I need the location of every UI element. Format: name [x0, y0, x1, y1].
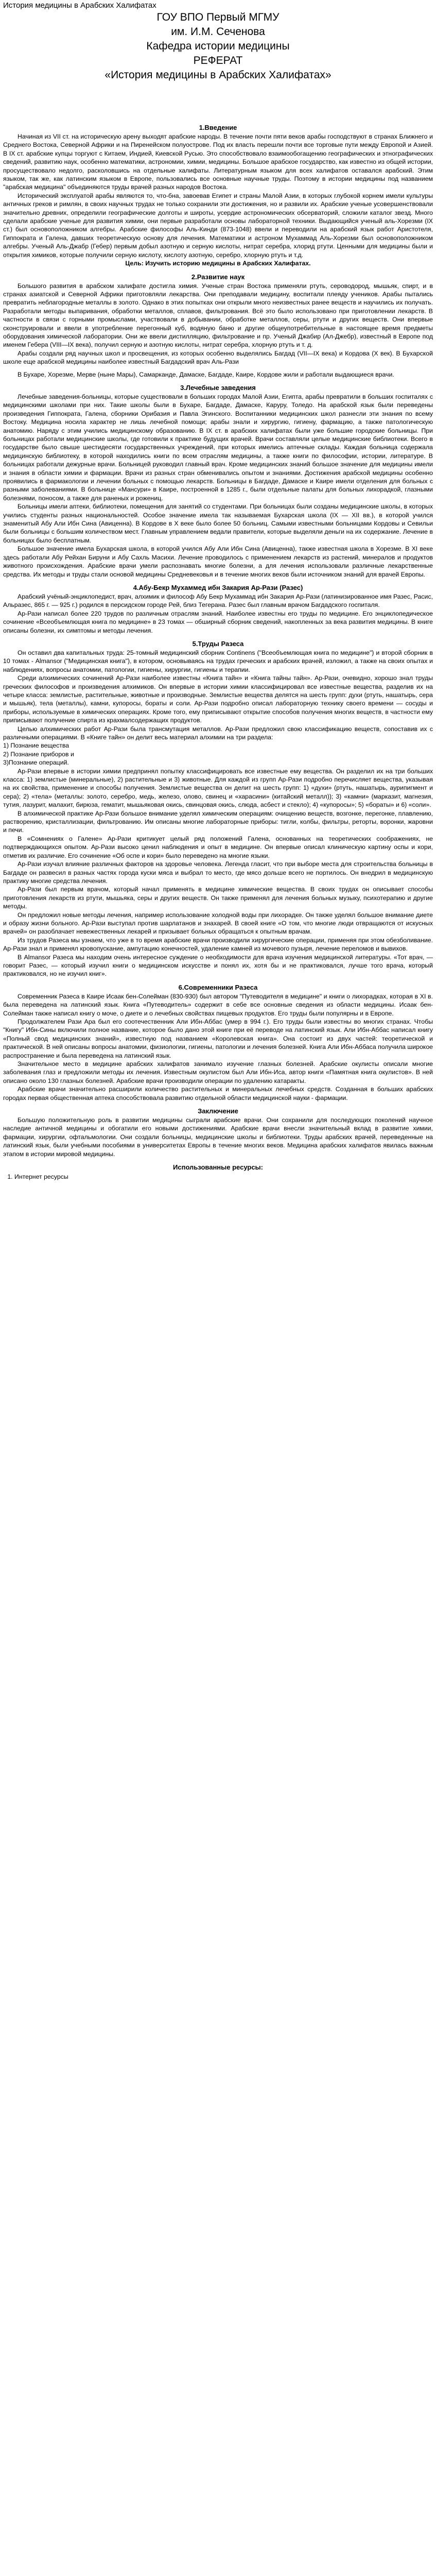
paragraph: Продолжателем Рази Ара был его соотечественник Али Ибн-Аббас (умер в 994 г.). Его труды были известны во многих странах. Чтобы "Книгу" Ибн-Сины включили полное название, которое было дано этой книге при её переводе на латинский язык. Али Ибн-Аббас написал книгу «Полный свод медицинских знаний», известную под названием «Королевская книга». Она состоит из двух частей: теоретической и практической. В ней описаны вопросы анатомии, физиологии, гигиены, патологии и лечения болезней. Книга Али Ибн-Аббаса получила широкое распространение и была переведена на латинский язык.: [3, 1018, 433, 1059]
document-type: РЕФЕРАТ: [193, 55, 243, 66]
gap: [3, 366, 433, 370]
section-heading-references: Использованные ресурсы:: [173, 1163, 263, 1172]
paragraph: Ар-Рази изучал влияние различных факторов на здоровье человека. Легенда гласит, что при выборе места для строительства больницы в Багдаде он развесил в разных частях города куски мяса и выбрал то место, где мясо дольше всего не портилось. Он внедрил в медицинскую практику многие средства лечения.: [3, 860, 433, 885]
paragraph: Целью алхимических работ Ар-Рази была трансмутация металлов. Ар-Рази предложил свою классификацию веществ, сопоставив их с различными операциями. В «Книге тайн» он делит весь материал алхимии на три раздела:: [3, 725, 433, 741]
paragraph: Он оставил два капитальных труда: 25-томный медицинский сборник Continens ("Всеобъемлющая книга по медицине") и второй сборник в 10 томах - Almansor ("Медицинская книга"), в котором, основываясь на трудах греческих и арабских врачей, изложил, а также на своих опытах и наблюдениях, вопросы анатомии, патологии, гигиены, хирургии, гигиены и терапии.: [3, 649, 433, 673]
named-after: им. И.М. Сеченова: [171, 26, 265, 38]
paragraph: Ар-Рази написал более 220 трудов по различным отраслям знаний. Наиболее известны его труды по медицине. Его энциклопедическое сочинение «Всеобъемлющая книга по медицине» в 23 томах — обширный сборник сведений, накопленных за века развития медицины. В книге описаны болезни, их симптомы и методы лечения.: [3, 609, 433, 634]
paragraph: Лечебные заведения-больницы, которые существовали в больших городах Малой Азии, Египта, арабы превратили в больших госпиталях с медицинскими школами при них. Такие школы были в Бухаре, Багдаде, Дамаске, Каруру, Толедо. На арабской язык были переведены произведения Гиппократа, Галена, сборники Орибазия и Павла Эгинского. Воспитанники медицинских школ разнесли эти знания по всему Востоку. Медицина носила характер не лишь лечебной помощи; арабы знали и хирургию, гигиену, фармацию, а также патологическую анатомию. Наряду с этим учились медицинскому образованию. В IX ст. в арабских халифатах были уже большие городские больницы. При больницах работали медицинские школы, где готовили к практике будущих врачей. Врачи составляли целые медицинские библиотеки. Всего в государстве было свыше шестидесяти государственных учреждений, при которых имелись аптечные склады. Каждая больница содержала медицинскую библиотеку, в которой находились книги по всем отраслям медицины, а также книги по философии, истории, литературе. В больницах работали дежурные врачи. Больницей руководил главный врач. Кроме медицинских знаний большое значение для медицины имели и знания в области химии и фармации. Врачи из разных стран обменивались опытом и знаниями. Достижения арабской медицины особенно проявились в фармакологии и лечении больных с помощью лекарств. Больницы в Багдаде, Дамаске и Каире имели отделения для больных с разными заболеваниями. В больнице «Мансури» в Каире, построенной в 1285 г., были отдельные палаты для больных лихорадкой, глазными болезнями, поносом, а также для раненых и рожениц.: [3, 393, 433, 502]
paragraph: Ар-Рази впервые в истории химии предпринял попытку классифицировать все известные ему вещества. Он разделил их на три больших класса: 1) землистые (минеральные), 2) растительные и 3) животные. Для каждой из групп Ар-Рази подробно перечисляет вещества, указывая на их свойства, применение и способы получения. Землистые вещества он делит на шесть групп: 1) «духи» (ртуть, нашатырь, аурипигмент и сера); 2) «тела» (металлы: золото, серебро, медь, железо, олово, свинец и «харасини» (китайский металл)); 3) «камни» (марказит, магнезия, тутия, лазурит, малахит, бирюза, гематит, мышьяковая окись, свинцовая окись, слюда, асбест и стекло); 4) «купоросы»; 5) «бораты» и 6) «соли».: [3, 767, 433, 809]
paragraph: Больницы имели аптеки, библиотеки, помещения для занятий со студентами. При больницах были созданы медицинские школы, в которых учились студенты разных национальностей. Особое значение имела так называемая Бухарская школа (IX — XII вв.), в которой учился знаменитый Абу Али Ибн Сина (Авиценна). В Кордове в X веке было более 50 больниц. Самыми известными больницами Кордовы и Севильи были больницы с большим количеством мест. Главным управлением ведали правители, которые выделяли деньги на их содержание. Лечение в больницах было бесплатным.: [3, 503, 433, 544]
paragraph: В алхимической практике Ар-Рази большое внимание уделял химическим операциям: очищению веществ, возгонке, перегонке, плавлению, растворению, кристаллизации, фильтрованию. Им описаны многие лабораторные приборы: тигли, колбы, фильтры, реторты, воронки, жаровни и печи.: [3, 809, 433, 834]
paragraph: Большого развития в арабском халифате достигла химия. Ученые стран Востока применяли ртуть, сероводород, мышьяк, спирт, и в странах азиатской и Северной Африки приготовляли лекарства. Они преподавали медицину, воспитали плеяду учеников. Арабы пытались превратить неблагородные металлы в золото. Однако в этих попытках они открыли много неизвестных ранее веществ и научились их получать. Разработали методы выпаривания, обработки металлов, сплавов, фильтрования. Всё это было использовано при приготовлении лекарств. В частности в связи с горными промыслами, участвовали в добывании, обработке металлов, серы, ртути и других веществ. Они впервые сконструировали и ввели в употребление перегонный куб, водяную баню и другие общеупотребительные в настоящее время предметы оборудования химической лаборатории. Они же ввели дистилляцию, фильтрование и пр. Ученый Джабир (Ал-Джебр), известный в Европе под именем Гебера (VIII—IX века), получил серную и азотную кислоты, нитрат серебра, хлорную ртуть и т. д.: [3, 282, 433, 349]
paragraph: В «Сомнениях о Галене» Ар-Рази критикует целый ряд положений Галена, основанных на теоретических соображениях, не подтверждающихся опытом. Ар-Рази высоко ценил наблюдения и опыт в медицине. Он впервые описал клиническую картину оспы и кори, отметив их различие. Его сочинение «Об оспе и кори» было переведено на многие языки.: [3, 835, 433, 859]
references-list: [3, 1173, 433, 1180]
section-heading-conclusion: Заключение: [198, 1107, 238, 1115]
paragraph: Значительное место в медицине арабских халифатов занимало изучение глазных болезней. Арабские окулисты описали многие заболевания глаз и предложили методы их лечения. Известным окулистом был Али Ибн-Иса, автор книги «Памятная книга окулистов». В ней описано около 130 глазных болезней. Арабские врачи производили операции по удалению катаракты.: [3, 1060, 433, 1084]
list-item: 1) Познание вещества: [3, 742, 69, 750]
paragraph: Большую положительную роль в развитии медицины сыграли арабские врачи. Они сохранили для последующих поколений научное наследие античной медицины и обогатили его новыми достижениями. Арабские врачи внесли значительный вклад в развитие химии, фармации, хирургии, офтальмологии. Они создали больницы, медицинские школы и библиотеки. Труды арабских врачей, переведенные на латинский язык, были учебными пособиями в университетах Европы в течение многих веков. Медицина арабских халифатов явилась важным этапом в истории мировой медицины.: [3, 1116, 433, 1158]
section-heading-contemporaries: 6.Современники Разеса: [178, 983, 258, 991]
paragraph: Он предложил новые методы лечения, например использование холодной воды при лихорадке. Он также уделял большое внимание диете и образу жизни больного. Ар-Рази выступал против шарлатанов и знахарей. В своей книге «О том, что многие люди отвращаются от искусных врачей» он разоблачает невежественных лекарей и призывает больных обращаться к опытным врачам.: [3, 911, 433, 936]
list-item: 3)Познание операций.: [3, 759, 69, 767]
section-heading-razes: 4.Абу-Бекр Мухаммед ибн Закария Ар-Рази (Разес): [133, 583, 303, 591]
department-name: Кафедра истории медицины: [146, 40, 290, 52]
section-heading-razes-works: 5.Труды Разеса: [192, 639, 244, 648]
purpose-statement: Цель: Изучить историю медицины в Арабских Халифатах.: [125, 260, 311, 267]
list-item: 2) Познание приборов и: [3, 750, 74, 758]
document-topic: «История медицины в Арабских Халифатах»: [104, 69, 332, 81]
paragraph: Современник Разеса в Каире Исаак бен-Солейман (830-930) был автором "Путеводителя в медицине" и книги о лихорадках, которая в XI в. была переведена на латинский язык. Книга «Путеводитель» содержит в себе все основные сведения из области медицины. Исаак бен-Солейман также написал книгу о моче, о диете и о лечебных свойствах пищевых продуктов. Его труды были популярны и в Европе.: [3, 992, 433, 1017]
paragraph: В Almansor Разеса мы находим очень интересное суждение о необходимости для врача изучения медицинской литературы. «Тот врач, — говорит Разес, — который изучил книги о медицинском искусстве и понял их, хотя бы и не практиковался, лучше того врача, который практиковался, но не изучил книг».: [3, 953, 433, 978]
section-heading-hospitals: 3.Лечебные заведения: [180, 383, 256, 392]
paragraph: Арабский учёный-энциклопедист, врач, алхимик и философ Абу Бекр Мухаммад ибн Закария Ар-Рази (латинизированное имя Разес, Расис, Альразес, 865 г. — 925 г.) родился в персидском городе Рей, близ Тегерана. Разес был главным врачом Багдадского госпиталя.: [3, 592, 433, 609]
spacer: [3, 82, 433, 118]
paragraph: Из трудов Разеса мы узнаем, что уже в то время арабские врачи производили хирургические операции, применяя при этом обезболивание. Ар-Рази знал и применял кровопускание, ампутацию конечностей, удаление камней из мочевого пузыря, лечение переломов и вывихов.: [3, 936, 433, 953]
section-heading-intro: 1.Введение: [199, 124, 237, 131]
paragraph: Среди алхимических сочинений Ар-Рази наиболее известны «Книга тайн» и «Книга тайны тайн». Ар-Рази, очевидно, хорошо знал труды греческих философов и произведения алхимиков. Он впервые в истории химии классифицировал все известные вещества, разделив их на четыре класса: землистые, растительные, животные и производные. Землистые вещества делятся на шесть групп: духи (ртуть, нашатырь, сера и мышьяк), тела (металлы), камни, купоросы, бораты и соли. Ар-Рази подробно описал лабораторную технику своего времени — сосуды и приборы, используемые в химических операциях. Кроме того, ему приписывают открытие способов получения многих веществ, в частности ему приписывают получение спирта из крахмалсодержащих продуктов.: [3, 674, 433, 724]
reference-item: 1. Интернет ресурсы: [14, 1173, 433, 1180]
paragraph: Арабы создали ряд научных школ и просвещения, из которых особенно выделялись Багдад (VII—IX века) и Кордова (X век). В Бухарской школе еще арабской медицины наиболее известный Багдадский врач Аль-Рази: [3, 349, 433, 366]
section-heading-sciences: 2.Развитие наук: [191, 273, 245, 281]
paragraph: Большое значение имела Бухарская школа, в которой учился Абу Али Ибн Сина (Авиценна), также известная школа в Хорезме. В XI веке здесь работали Абу Рейхан Бируни и Абу Сахль Масихи. Лечение проводилось с применением лекарств из растений, минералов и продуктов животного происхождения. Арабские врачи умели распознавать многие болезни, а для лечения использовали различные лекарственные средства. Их методы и труды стали основой медицины Средневековья и в течение многих веков были источником знаний для врачей Европы.: [3, 545, 433, 578]
paragraph: Исторический эксплуатой арабы являются то, что-бна, завоевав Египет и страны Малой Азии, в которых глубокой корнем имели культуры античных греков и римлян, в своих научных трудах не только сохранили эти достижения, но и развили их. Арабские ученые усовершенствовали значительно древних, определили географические долготы и широты, усердие астрономических обсерваторий, сложили каталог звезд. Много сделали арабские ученые для развития химии, они первые разработали основы лабораторной техники. Выдающийся ученый аль-Хорезми (IX ст.) был основоположником алгебры. Арабские философы Аль-Кинди (873-1048) ввели и переводили на арабский язык работ Аристотеля, Гиппократа и Галена, давших теоретическую основу для лечения. Математики и астроном Мухаммад Аль-Хорезми был основоположником алгебры. Ученый Аль-Джабр (Гебер) первым добыл азотную и серную кислоты, нитрат серебра, хлорид ртути. Ценными для медицины были и открытия химиков, которые получили серную кислоту, кислоту азотную, серебро, хлорную ртуть и т.д.: [3, 192, 433, 259]
paragraph: Арабские врачи значительно расширили количество растительных и минеральных лечебных средств. Созданная в больших арабских городах первая общественная аптека способствовала развитию отдельной области медицинской науки - фармации.: [3, 1086, 433, 1101]
document-page: [0, 0, 436, 1183]
paragraph: Ар-Рази был первым врачом, который начал применять в медицине химические вещества. В своих трудах он описывает способы приготовления лекарств из ртути, мышьяка, серы и других веществ. Он также применял для лечения больных музыку, психотерапию и другие методы.: [3, 886, 433, 910]
university-name: ГОУ ВПО Первый МГМУ: [156, 11, 280, 23]
paragraph: Начиная из VII ст. на историческую арену выходят арабские народы. В течение почти пяти веков арабы господствуют в странах Ближнего и Среднего Востока, Северной Африки и на Пиренейском полуострове. Под их власть перешли почти все торговые пути между Европой и Азией. В IX ст. арабские купцы торгуют с Китаем, Индией, Киевской Русью. Это способствовало взаимообогащению географических и этнографических сведений, развитию наук, особенно математики, астрономии, химии, медицины. Большое арабское государство, как известно из общей истории, просуществовало недолго, расколовшись на отдельные халифаты. Литературным языком для всех халифатов оставался арабский. Этим языком, так же, как латинским языком в Европе, пользовались все основные научные труды. Поэтому в истории медицины под названием "арабская медицина" объединяются труды врачей разных народов Востока.: [3, 133, 433, 191]
paragraph: В Бухаре, Хорезме, Мерве (ныне Мары), Самарканде, Дамаске, Багдаде, Каире, Кордове жили и работали выдающиеся врачи.: [18, 370, 394, 378]
document-title: История медицины в Арабских Халифатах: [3, 1, 156, 10]
